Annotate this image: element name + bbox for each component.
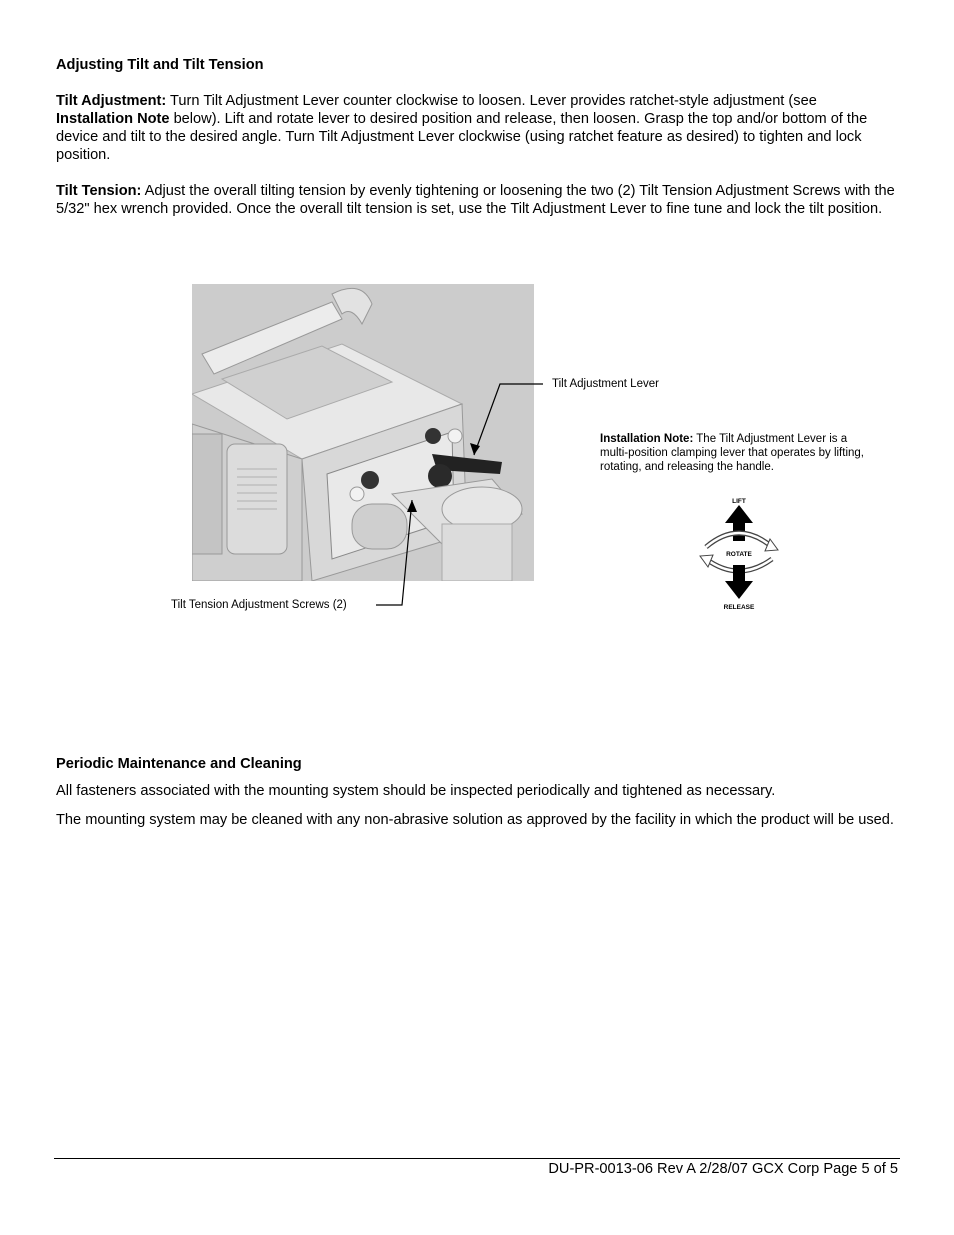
tilt-tension-paragraph <box>56 182 896 218</box>
lift-rotate-release-diagram <box>698 495 780 611</box>
tilt-adjustment-text-2: below). Lift and rotate lever to desired position and release, then loosen. Grasp the top and/or bottom of the device and tilt to the desired angle. Turn Tilt Adjustment Lever clockwise (using ratchet feature as desired) to tighten and lock position. <box>56 111 868 163</box>
section-heading-maintenance: Periodic Maintenance and Cleaning <box>56 756 302 772</box>
device-mount-photo <box>192 284 534 581</box>
diagram-lift-label: LIFT <box>732 498 746 505</box>
installation-note-text: The Tilt Adjustment Lever is a multi-position clamping lever that operates by lifting, rotating, and releasing the handle. <box>600 433 864 473</box>
installation-note <box>600 432 868 474</box>
maintenance-paragraph-1: All fasteners associated with the mounting system should be inspected periodically and tightened as necessary. <box>56 783 776 799</box>
tilt-tension-label: Tilt Tension: <box>56 183 142 199</box>
tilt-adjustment-label: Tilt Adjustment: <box>56 93 167 109</box>
footer-rule <box>54 1158 900 1159</box>
diagram-rotate-label: ROTATE <box>726 551 752 558</box>
diagram-release-label: RELEASE <box>723 604 755 611</box>
section-heading-tilt: Adjusting Tilt and Tilt Tension <box>56 57 264 73</box>
screws-callout-label: Tilt Tension Adjustment Screws (2) <box>171 599 347 611</box>
lever-callout-label: Tilt Adjustment Lever <box>552 378 659 390</box>
tilt-adjustment-paragraph <box>56 92 896 164</box>
installation-note-label: Installation Note: <box>600 433 694 445</box>
footer-document-id: DU-PR-0013-06 Rev A 2/28/07 GCX Corp Page 5 of 5 <box>548 1161 898 1177</box>
maintenance-paragraph-2: The mounting system may be cleaned with any non-abrasive solution as approved by the facility in which the product will be used. <box>56 812 894 828</box>
installation-note-reference: Installation Note <box>56 111 170 127</box>
tilt-tension-text: Adjust the overall tilting tension by evenly tightening or loosening the two (2) Tilt Tension Adjustment Screws with the 5/32" hex wrench provided. Once the overall tilt tension is set, use the Tilt Adjustment Lever to fine tune and lock the tilt position. <box>56 183 895 217</box>
tilt-adjustment-text-1: Turn Tilt Adjustment Lever counter clockwise to loosen. Lever provides ratchet-style adjustment (see <box>166 93 817 109</box>
